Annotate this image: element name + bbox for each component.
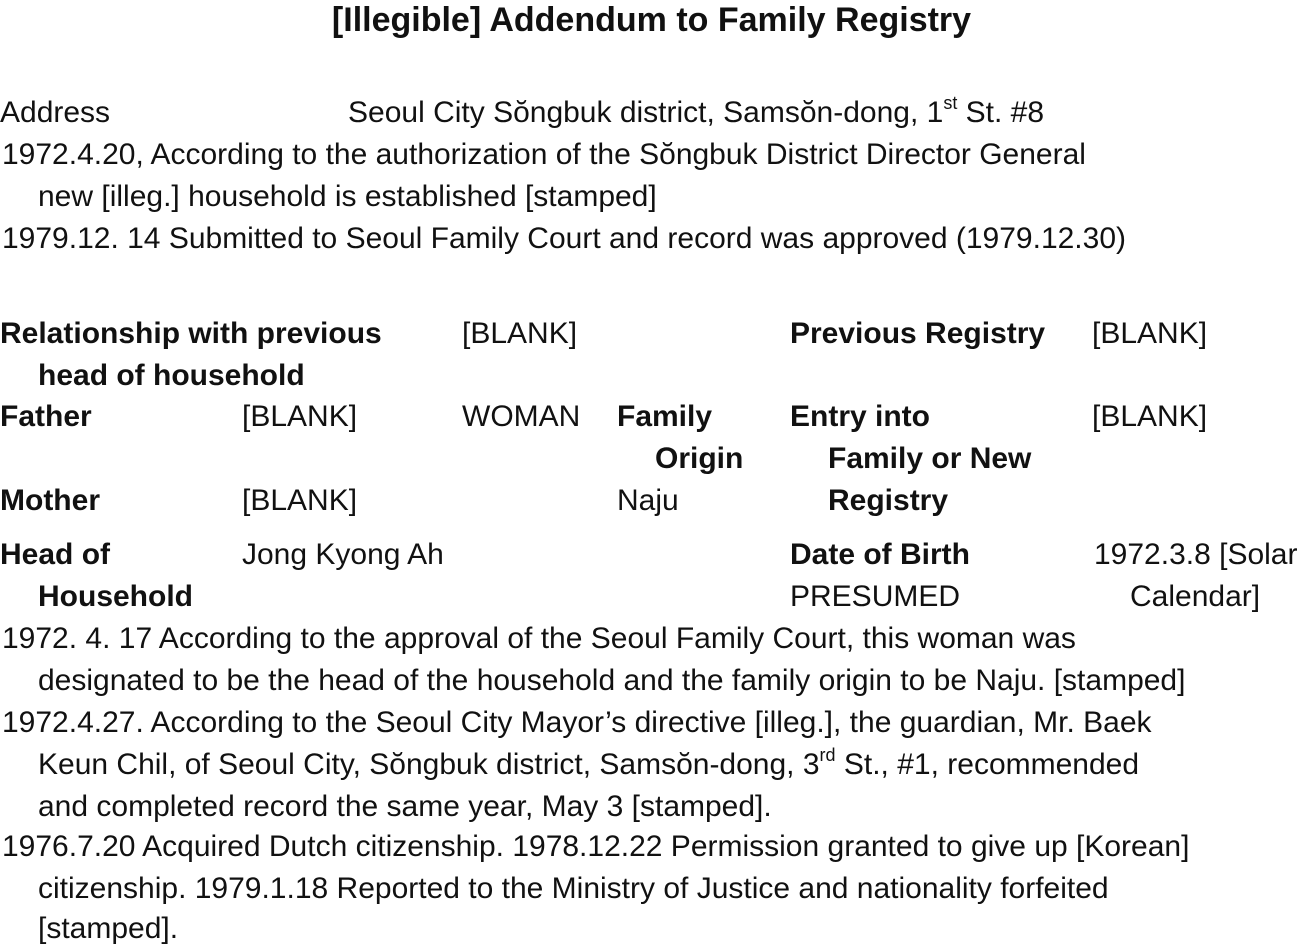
date-of-birth-value-line1: 1972.3.8 [Solar bbox=[1094, 538, 1298, 571]
presumed-note: PRESUMED bbox=[790, 580, 961, 613]
father-value: [BLANK] bbox=[242, 400, 358, 433]
entry-1976-7-20-line3: [stamped]. bbox=[38, 912, 179, 945]
entry-1976-7-20-line1: 1976.7.20 Acquired Dutch citizenship. 1978.12.22 Permission granted to give up [Korean] bbox=[2, 830, 1190, 863]
entry-into-family-value: [BLANK] bbox=[1092, 400, 1208, 433]
entry-1972-4-27-line2-sup: rd bbox=[819, 745, 836, 765]
address-value-sup: st bbox=[943, 93, 958, 113]
entry-into-family-label-line3: Registry bbox=[828, 484, 949, 517]
entry-1979-12-14: 1979.12. 14 Submitted to Seoul Family Court and record was approved (1979.12.30) bbox=[2, 222, 1127, 255]
address-label: Address bbox=[0, 96, 111, 129]
entry-1972-4-17-line1: 1972. 4. 17 According to the approval of the Seoul Family Court, this woman was bbox=[2, 622, 1076, 655]
head-of-household-value: Jong Kyong Ah bbox=[242, 538, 444, 571]
relationship-label-line2: head of household bbox=[38, 359, 305, 392]
entry-1972-4-20-line2: new [illeg.] household is established [stamped] bbox=[38, 180, 657, 213]
address-value-main: Seoul City Sŏngbuk district, Samsŏn-dong, 1 bbox=[348, 96, 944, 129]
address-value-tail: St. #8 bbox=[957, 96, 1045, 129]
date-of-birth-value-line2: Calendar] bbox=[1130, 580, 1261, 613]
entry-into-family-label-line1: Entry into bbox=[790, 400, 930, 433]
family-origin-label-line1: Family bbox=[617, 400, 713, 433]
date-of-birth-label: Date of Birth bbox=[790, 538, 970, 571]
head-of-household-label-line2: Household bbox=[38, 580, 193, 613]
father-label: Father bbox=[0, 400, 92, 433]
entry-1972-4-17-line2: designated to be the head of the household and the family origin to be Naju. [stamped] bbox=[38, 664, 1186, 697]
relationship-label-line1: Relationship with previous bbox=[0, 317, 382, 350]
entry-1972-4-27-line2-main: Keun Chil, of Seoul City, Sŏngbuk district, Samsŏn-dong, 3 bbox=[38, 748, 820, 781]
head-of-household-label-line1: Head of bbox=[0, 538, 111, 571]
relationship-value: [BLANK] bbox=[462, 317, 578, 350]
document-title: [Illegible] Addendum to Family Registry bbox=[331, 1, 972, 39]
entry-1972-4-27-line3: and completed record the same year, May 3 [stamped]. bbox=[38, 790, 772, 823]
gender-value: WOMAN bbox=[462, 400, 581, 433]
mother-label: Mother bbox=[0, 484, 100, 517]
address-value bbox=[348, 92, 1044, 134]
family-origin-value: Naju bbox=[617, 484, 679, 517]
entry-1972-4-27-line2 bbox=[38, 744, 1139, 786]
entry-into-family-label-line2: Family or New bbox=[828, 442, 1032, 475]
mother-value: [BLANK] bbox=[242, 484, 358, 517]
previous-registry-label: Previous Registry bbox=[790, 317, 1046, 350]
previous-registry-value: [BLANK] bbox=[1092, 317, 1208, 350]
entry-1972-4-27-line1: 1972.4.27. According to the Seoul City Mayor’s directive [illeg.], the guardian, Mr. Baek bbox=[2, 706, 1152, 739]
family-origin-label-line2: Origin bbox=[655, 442, 744, 475]
entry-1976-7-20-line2: citizenship. 1979.1.18 Reported to the Ministry of Justice and nationality forfeited bbox=[38, 872, 1109, 905]
entry-1972-4-20-line1: 1972.4.20, According to the authorization of the Sŏngbuk District Director General bbox=[2, 138, 1086, 171]
entry-1972-4-27-line2-tail: St., #1, recommended bbox=[835, 748, 1140, 781]
